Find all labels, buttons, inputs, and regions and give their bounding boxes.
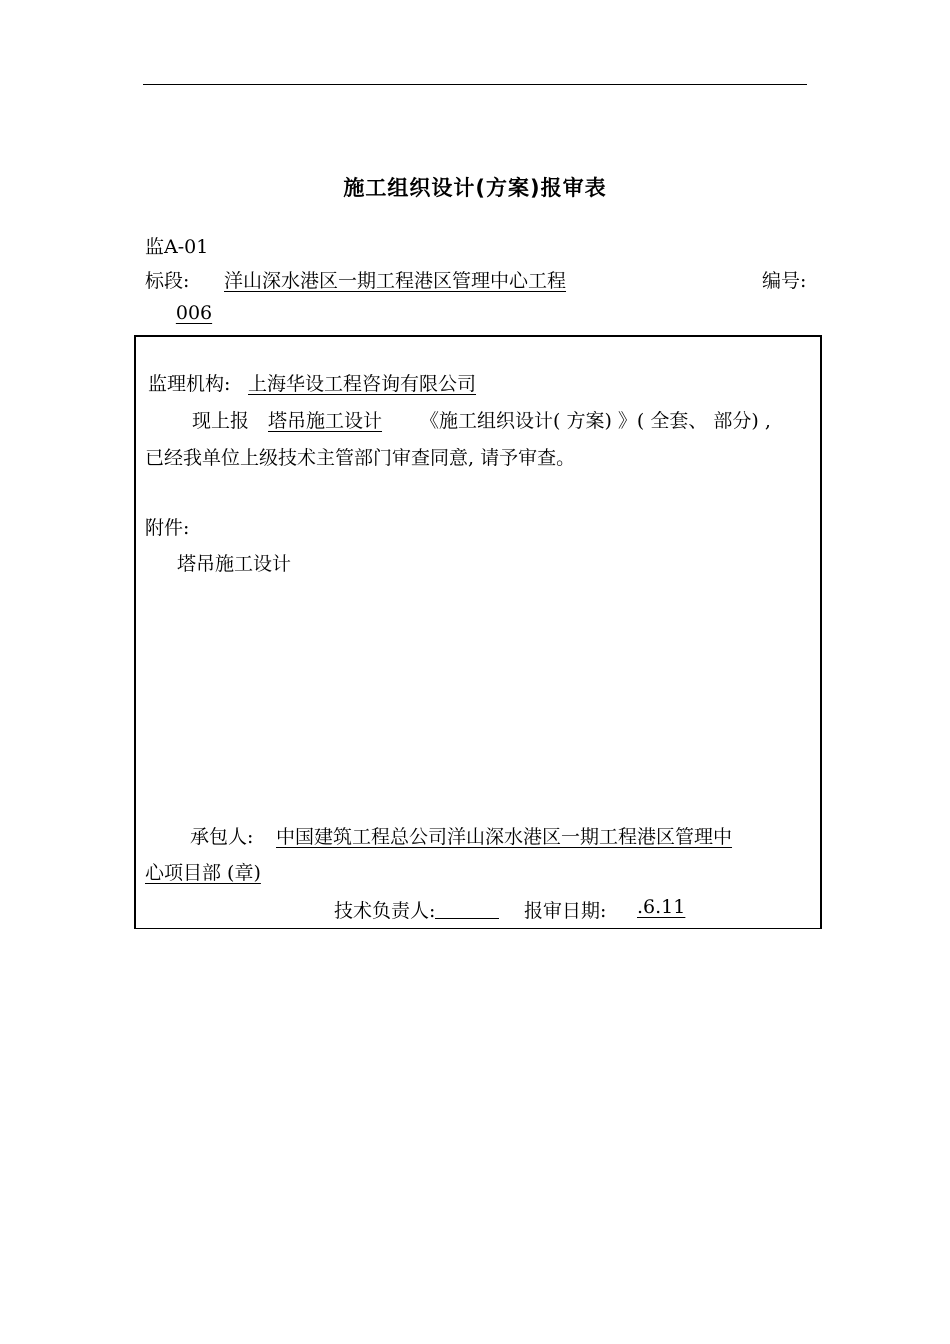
report-subject: 塔吊施工设计 xyxy=(268,410,383,432)
contractor-label: 承包人: xyxy=(190,826,254,848)
report-line-2: 已经我单位上级技术主管部门审查同意, 请予审查。 xyxy=(145,447,576,469)
review-date-label: 报审日期: xyxy=(524,900,607,922)
contractor-value-line1: 中国建筑工程总公司洋山深水港区一期工程港区管理中 xyxy=(276,826,733,848)
supervisor-label: 监理机构: xyxy=(148,373,231,395)
attachment-label: 附件: xyxy=(145,517,190,539)
tech-lead-label-text: 技术负责人: xyxy=(334,900,436,922)
review-date-value: .6.11 xyxy=(637,896,686,918)
attachment-item: 塔吊施工设计 xyxy=(177,553,292,575)
tech-lead-label xyxy=(334,896,499,923)
tech-lead-blank xyxy=(435,917,499,919)
top-rule xyxy=(143,84,807,85)
section-label: 标段: xyxy=(145,270,190,292)
report-document: 《施工组织设计( 方案) 》( 全套、 部分) , xyxy=(420,410,771,432)
section-value: 洋山深水港区一期工程港区管理中心工程 xyxy=(224,270,567,292)
supervisor-value: 上海华设工程咨询有限公司 xyxy=(248,373,477,395)
number-label: 编号: xyxy=(762,270,807,292)
report-prefix: 现上报 xyxy=(192,410,250,432)
number-value: 006 xyxy=(175,302,213,324)
form-code: 监A-01 xyxy=(145,236,209,258)
page-title: 施工组织设计(方案)报审表 xyxy=(343,176,607,200)
contractor-value-line2: 心项目部 (章) xyxy=(145,862,261,884)
